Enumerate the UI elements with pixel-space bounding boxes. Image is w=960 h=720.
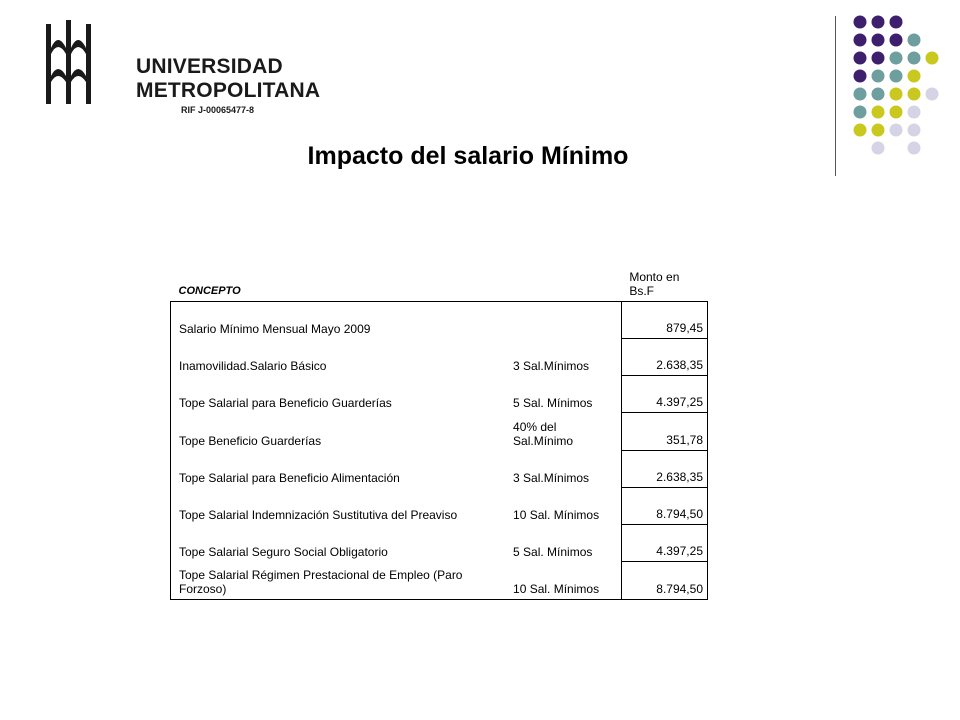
decorative-dot: [908, 124, 921, 137]
decorative-dot: [854, 88, 867, 101]
decorative-dot: [854, 124, 867, 137]
cell-monto: 8.794,50: [621, 488, 707, 525]
decorative-dot: [872, 88, 885, 101]
decorative-dot: [872, 16, 885, 29]
decorative-dot: [872, 106, 885, 119]
logo-emblem-icon: [40, 18, 100, 108]
decorative-dot: [854, 16, 867, 29]
logo-line-1: UNIVERSIDAD: [136, 55, 283, 78]
cell-monto: 2.638,35: [621, 339, 707, 376]
cell-base: 5 Sal. Mínimos: [513, 395, 593, 410]
table-row: [171, 451, 708, 488]
decorative-dot: [926, 88, 939, 101]
decorative-dot: [908, 106, 921, 119]
cell-concepto: Salario Mínimo Mensual Mayo 2009: [171, 302, 512, 339]
salary-table: [170, 262, 708, 600]
table-header-row: [171, 262, 708, 302]
header-monto: Monto en Bs.F: [629, 270, 680, 298]
cell-monto: 8.794,50: [621, 562, 707, 600]
cell-monto: 879,45: [621, 302, 707, 339]
decorative-dot: [872, 34, 885, 47]
logo-rif: RIF J-00065477-8: [181, 105, 255, 115]
page-title: Impacto del salario Mínimo: [307, 142, 629, 170]
decorative-dot: [890, 34, 903, 47]
cell-base: 5 Sal. Mínimos: [513, 544, 593, 559]
decorative-dot: [854, 70, 867, 83]
decorative-dot: [854, 52, 867, 65]
cell-monto: 4.397,25: [621, 525, 707, 562]
header-concepto: CONCEPTO: [178, 285, 241, 297]
decorative-dot: [908, 70, 921, 83]
cell-base: 10 Sal. Mínimos: [511, 562, 621, 600]
decorative-dot: [872, 124, 885, 137]
cell-concepto: Tope Salarial Indemnización Sustitutiva del Preaviso: [171, 488, 512, 525]
cell-concepto: Tope Salarial para Beneficio Alimentación: [171, 451, 512, 488]
table-row: [171, 413, 708, 451]
logo-line-2: METROPOLITANA: [136, 79, 321, 102]
cell-base: [511, 302, 621, 339]
table-row: [171, 525, 708, 562]
cell-monto: 4.397,25: [621, 376, 707, 413]
table-row: [171, 339, 708, 376]
cell-base: 10 Sal. Mínimos: [513, 507, 600, 522]
cell-base: 3 Sal.Mínimos: [513, 470, 590, 485]
cell-concepto: Tope Salarial Régimen Prestacional de Empleo (Paro Forzoso): [171, 562, 512, 600]
table-row: [171, 562, 708, 600]
cell-monto: 2.638,35: [621, 451, 707, 488]
decorative-dot: [908, 52, 921, 65]
decorative-dot: [926, 52, 939, 65]
table-row: [171, 302, 708, 339]
cell-base: 40% del Sal.Mínimo: [513, 419, 574, 448]
decorative-dot: [890, 16, 903, 29]
header-base: [511, 262, 621, 302]
decorative-dot: [890, 106, 903, 119]
cell-concepto: Tope Salarial Seguro Social Obligatorio: [171, 525, 512, 562]
table-row: [171, 488, 708, 525]
decorative-dot: [890, 88, 903, 101]
decorative-dot: [872, 52, 885, 65]
decorative-dot: [890, 52, 903, 65]
decorative-dot: [908, 88, 921, 101]
decorative-dot: [890, 70, 903, 83]
cell-monto: 351,78: [621, 413, 707, 451]
decorative-dot: [854, 34, 867, 47]
decorative-dot: [872, 70, 885, 83]
decorative-dot: [908, 34, 921, 47]
cell-concepto: Tope Beneficio Guarderías: [171, 413, 512, 451]
decorative-dot: [890, 124, 903, 137]
cell-base: 3 Sal.Mínimos: [513, 358, 590, 373]
university-logo: [40, 18, 321, 118]
table-row: [171, 376, 708, 413]
cell-concepto: Tope Salarial para Beneficio Guarderías: [171, 376, 512, 413]
cell-concepto: Inamovilidad.Salario Básico: [171, 339, 512, 376]
decorative-dot: [854, 106, 867, 119]
